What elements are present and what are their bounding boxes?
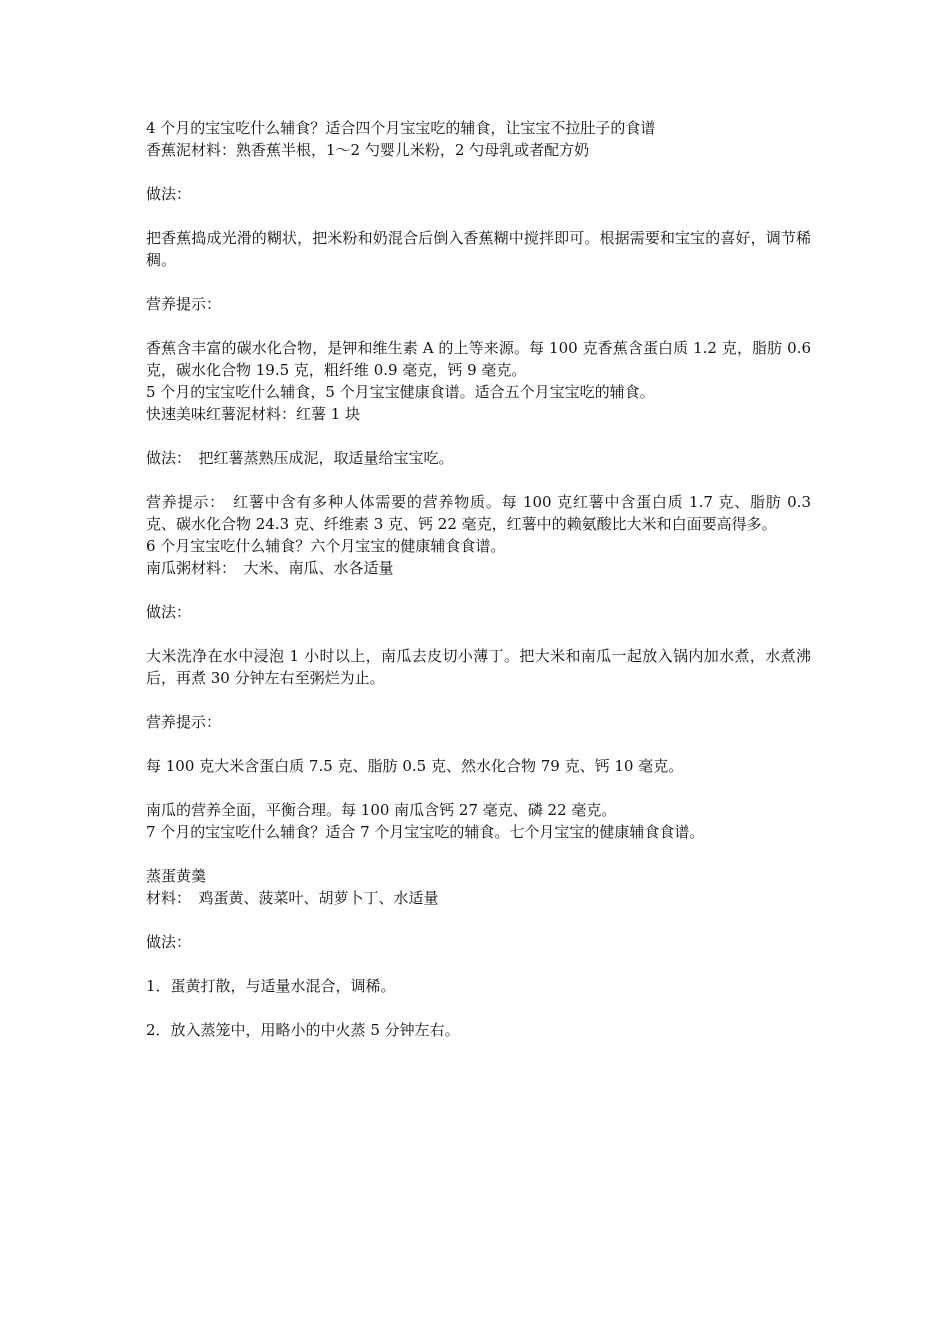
rice-nutrition-text: 每 100 克大米含蛋白质 7.5 克、脂肪 0.5 克、然水化合物 79 克、钙 10 毫克。	[146, 757, 684, 775]
egg-yolk-step-2: 2．放入蒸笼中，用略小的中火蒸 5 分钟左右。	[146, 1021, 460, 1039]
banana-puree-method: 把香蕉捣成光滑的糊状，把米粉和奶混合后倒入香蕉糊中搅拌即可。根据需要和宝宝的喜好，调节稀稠。	[146, 229, 811, 269]
pumpkin-porridge-method: 大米洗净在水中浸泡 1 小时以上，南瓜去皮切小薄丁。把大米和南瓜一起放入锅内加水煮，水煮沸后，再煮 30 分钟左右至粥烂为止。	[146, 647, 811, 687]
egg-yolk-step-1: 1．蛋黄打散，与适量水混合，调稀。	[146, 977, 396, 995]
banana-puree-ingredients: 香蕉泥材料：熟香蕉半根，1～2 勺婴儿米粉，2 勺母乳或者配方奶	[146, 141, 590, 159]
nutrition-label: 营养提示：	[146, 713, 222, 731]
pumpkin-nutrition-text: 南瓜的营养全面，平衡合理。每 100 南瓜含钙 27 毫克、磷 22 毫克。	[146, 801, 617, 819]
nutrition-label: 营养提示：	[146, 295, 222, 313]
method-label: 做法：	[146, 933, 192, 951]
egg-yolk-dish-name: 蒸蛋黄羹	[146, 867, 207, 885]
pumpkin-porridge-ingredients: 南瓜粥材料： 大米、南瓜、水各适量	[146, 559, 394, 577]
sweet-potato-method: 做法： 把红薯蒸熟压成泥，取适量给宝宝吃。	[146, 449, 454, 467]
sweet-potato-nutrition: 营养提示： 红薯中含有多种人体需要的营养物质。每 100 克红薯中含蛋白质 1.7 克、脂肪 0.3 克、碳水化合物 24.3 克、纤维素 3 克、钙 22 毫克，红薯中的赖氨酸比大米和白面要高得多。	[146, 493, 811, 533]
egg-yolk-ingredients: 材料： 鸡蛋黄、菠菜叶、胡萝卜丁、水适量	[146, 889, 439, 907]
sweet-potato-ingredients: 快速美味红薯泥材料：红薯 1 块	[146, 405, 361, 423]
section-title-7-months: 7 个月的宝宝吃什么辅食？适合 7 个月宝宝吃的辅食。七个月宝宝的健康辅食食谱。	[146, 823, 705, 841]
method-label: 做法：	[146, 185, 192, 203]
method-label: 做法：	[146, 603, 192, 621]
document-body	[146, 117, 811, 1041]
banana-nutrition-text: 香蕉含丰富的碳水化合物，是钾和维生素 A 的上等来源。每 100 克香蕉含蛋白质 1.2 克，脂肪 0.6 克，碳水化合物 19.5 克，粗纤维 0.9 毫克，钙 9 毫克。	[146, 339, 811, 379]
section-title-5-months: 5 个月的宝宝吃什么辅食，5 个月宝宝健康食谱。适合五个月宝宝吃的辅食。	[146, 383, 655, 401]
section-title-6-months: 6 个月宝宝吃什么辅食？六个月宝宝的健康辅食食谱。	[146, 537, 506, 555]
section-title-4-months: 4 个月的宝宝吃什么辅食？适合四个月宝宝吃的辅食，让宝宝不拉肚子的食谱	[146, 119, 656, 137]
